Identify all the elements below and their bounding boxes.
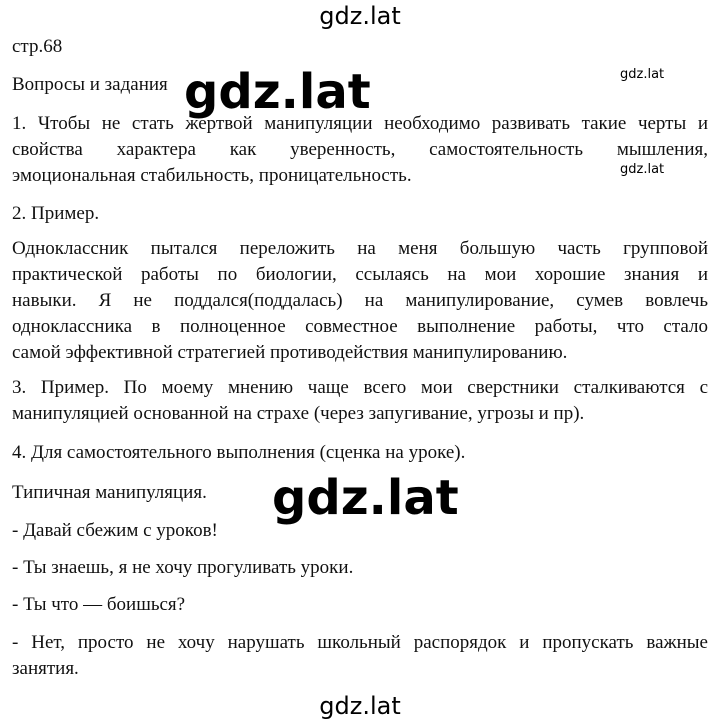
dialogue-line-3: - Ты что — боишься?: [12, 594, 186, 615]
answer-1-line-2: свойства характера как уверенность, самостоятельность мышления,: [12, 139, 708, 160]
answer-1-line-3: эмоциональная стабильность, проницательность.: [12, 165, 412, 186]
dialogue-line-2: - Ты знаешь, я не хочу прогуливать уроки.: [12, 557, 354, 578]
answer-2-title: 2. Пример.: [12, 203, 100, 224]
page-number: стр.68: [12, 36, 63, 57]
answer-3-line-1: 3. Пример. По моему мнению чаще всего мои сверстники сталкиваются с: [12, 377, 708, 398]
answer-2-line-3: навыки. Я не поддался(поддалась) на манипулирование, сумев вовлечь: [12, 290, 708, 311]
answer-3-line-2: манипуляцией основанной на страхе (через запугивание, угрозы и пр).: [12, 403, 585, 424]
dialogue-line-1: - Давай сбежим с уроков!: [12, 520, 218, 541]
answer-2-line-5: самой эффективной стратегией противодействия манипулированию.: [12, 342, 568, 363]
watermark-small: gdz.lat: [620, 67, 665, 82]
dialogue-line-4a: - Нет, просто не хочу нарушать школьный распорядок и пропускать важные: [12, 632, 708, 653]
answer-2-line-4: одноклассника в полноценное совместное выполнение работы, что стало: [12, 316, 708, 337]
answer-4: 4. Для самостоятельного выполнения (сценка на уроке).: [12, 442, 466, 463]
watermark-bottom: gdz.lat: [319, 692, 401, 720]
watermark-large: gdz.lat: [272, 470, 459, 526]
watermark-top: gdz.lat: [319, 2, 401, 30]
answer-2-line-1: Одноклассник пытался переложить на меня большую часть групповой: [12, 238, 708, 259]
typical-manipulation-label: Типичная манипуляция.: [12, 482, 207, 503]
answer-2-line-2: практической работы по биологии, ссылаясь на мои хорошие знания и: [12, 264, 708, 285]
watermark-small: gdz.lat: [620, 162, 665, 177]
dialogue-line-4b: занятия.: [12, 658, 79, 679]
answer-1-line-1: 1. Чтобы не стать жертвой манипуляции необходимо развивать такие черты и: [12, 113, 708, 134]
section-heading: Вопросы и задания: [12, 74, 168, 95]
watermark-large: gdz.lat: [184, 64, 371, 120]
